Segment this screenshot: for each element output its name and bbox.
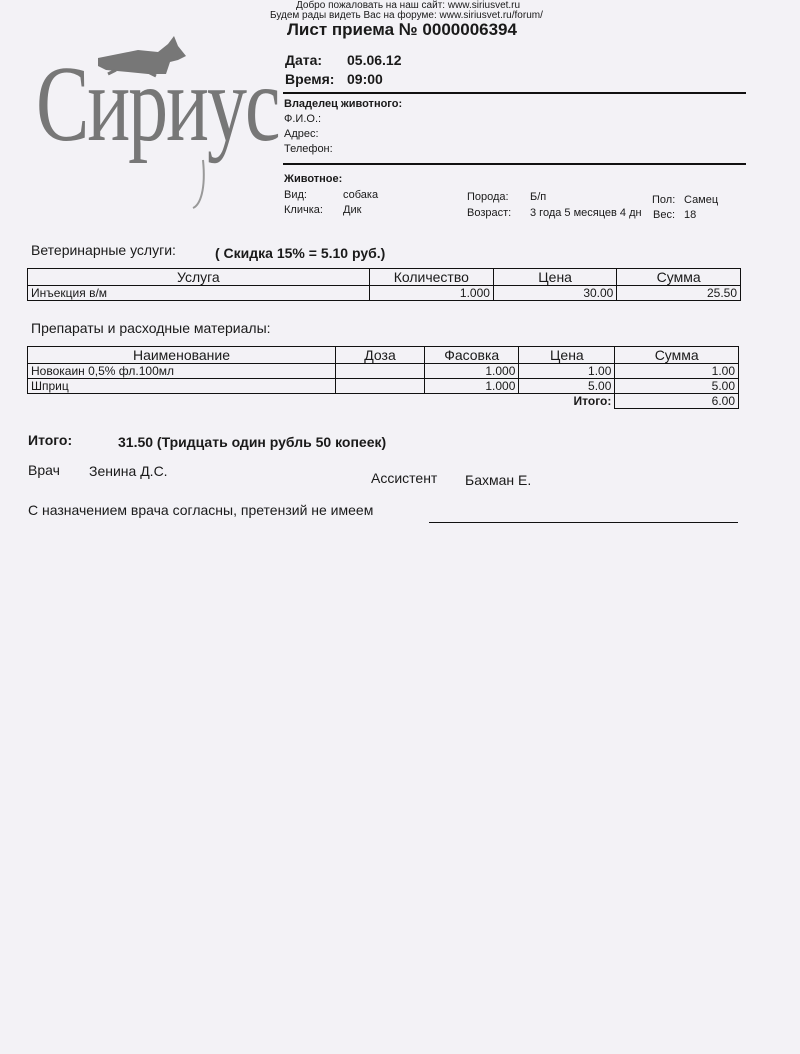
date-value: 05.06.12 bbox=[347, 52, 402, 68]
animal-name-value: Дик bbox=[343, 204, 362, 216]
total-label: Итого: bbox=[28, 432, 73, 448]
owner-section-label: Владелец животного: bbox=[284, 98, 403, 110]
subtotal-label: Итого: bbox=[573, 394, 612, 409]
doctor-name: Зенина Д.С. bbox=[89, 463, 168, 479]
column-header: Сумма bbox=[615, 347, 739, 364]
column-header: Сумма bbox=[617, 269, 741, 286]
site-line-1: Добро пожаловать на наш сайт: www.siriusvet.ru bbox=[296, 0, 521, 11]
animal-name-label: Кличка: bbox=[284, 204, 323, 216]
animal-breed-value: Б/п bbox=[530, 191, 547, 203]
owner-address-label: Адрес: bbox=[284, 128, 319, 140]
animal-sex-value: Самец bbox=[684, 194, 719, 206]
services-table bbox=[27, 268, 741, 301]
table-row bbox=[28, 364, 739, 379]
service-price: 30.00 bbox=[493, 286, 616, 301]
column-header: Цена bbox=[519, 347, 615, 364]
services-section-label: Ветеринарные услуги: bbox=[31, 242, 176, 258]
site-line-2: Будем рады видеть Вас на форуме: www.siriusvet.ru/forum/ bbox=[270, 10, 543, 21]
materials-section-label: Препараты и расходные материалы: bbox=[31, 320, 271, 336]
clinic-logo bbox=[28, 30, 279, 210]
animal-breed-label: Порода: bbox=[467, 191, 509, 203]
signature-line bbox=[429, 522, 738, 523]
owner-name-label: Ф.И.О.: bbox=[284, 113, 322, 125]
animal-kind-value: собака bbox=[343, 189, 379, 201]
animal-kind-label: Вид: bbox=[284, 189, 307, 201]
table-header-row bbox=[28, 347, 739, 364]
column-header: Доза bbox=[336, 347, 425, 364]
doctor-label: Врач bbox=[28, 462, 60, 478]
animal-age-value: 3 года 5 месяцев 4 дн bbox=[530, 207, 642, 219]
total-value: 31.50 (Тридцать один рубль 50 копеек) bbox=[118, 434, 387, 450]
column-header: Количество bbox=[369, 269, 493, 286]
page-title: Лист приема № 0000006394 bbox=[287, 20, 517, 39]
divider bbox=[283, 92, 746, 94]
subtotal-value: 6.00 bbox=[615, 394, 739, 409]
table-row bbox=[28, 379, 739, 394]
logo-text: Сириус bbox=[36, 45, 279, 165]
material-price: 1.00 bbox=[519, 364, 615, 379]
animal-sex-label: Пол: bbox=[652, 194, 676, 206]
material-dose bbox=[336, 379, 425, 394]
time-label: Время: bbox=[285, 71, 335, 87]
column-header: Фасовка bbox=[425, 347, 519, 364]
service-qty: 1.000 bbox=[369, 286, 493, 301]
table-row bbox=[28, 286, 741, 301]
animal-weight-value: 18 bbox=[684, 209, 697, 221]
service-sum: 25.50 bbox=[617, 286, 741, 301]
discount-text: ( Скидка 15% = 5.10 руб.) bbox=[215, 245, 386, 261]
column-header: Цена bbox=[493, 269, 616, 286]
material-sum: 5.00 bbox=[615, 379, 739, 394]
animal-weight-label: Вес: bbox=[653, 209, 676, 221]
service-name: Инъекция в/м bbox=[28, 286, 370, 301]
material-sum: 1.00 bbox=[615, 364, 739, 379]
materials-table bbox=[27, 346, 739, 409]
column-header: Наименование bbox=[28, 347, 336, 364]
material-dose bbox=[336, 364, 425, 379]
date-label: Дата: bbox=[285, 52, 323, 68]
material-pack: 1.000 bbox=[425, 364, 519, 379]
subtotal-row bbox=[28, 394, 739, 409]
assistant-label: Ассистент bbox=[371, 470, 438, 486]
time-value: 09:00 bbox=[347, 71, 383, 87]
owner-phone-label: Телефон: bbox=[284, 143, 333, 155]
material-name: Шприц bbox=[28, 379, 336, 394]
material-pack: 1.000 bbox=[425, 379, 519, 394]
divider bbox=[283, 163, 746, 165]
table-header-row bbox=[28, 269, 741, 286]
agreement-text: С назначением врача согласны, претензий не имеем bbox=[28, 502, 374, 518]
assistant-name: Бахман Е. bbox=[465, 472, 532, 488]
material-price: 5.00 bbox=[519, 379, 615, 394]
animal-section-label: Животное: bbox=[284, 173, 343, 185]
material-name: Новокаин 0,5% фл.100мл bbox=[28, 364, 336, 379]
animal-age-label: Возраст: bbox=[467, 207, 512, 219]
column-header: Услуга bbox=[28, 269, 370, 286]
